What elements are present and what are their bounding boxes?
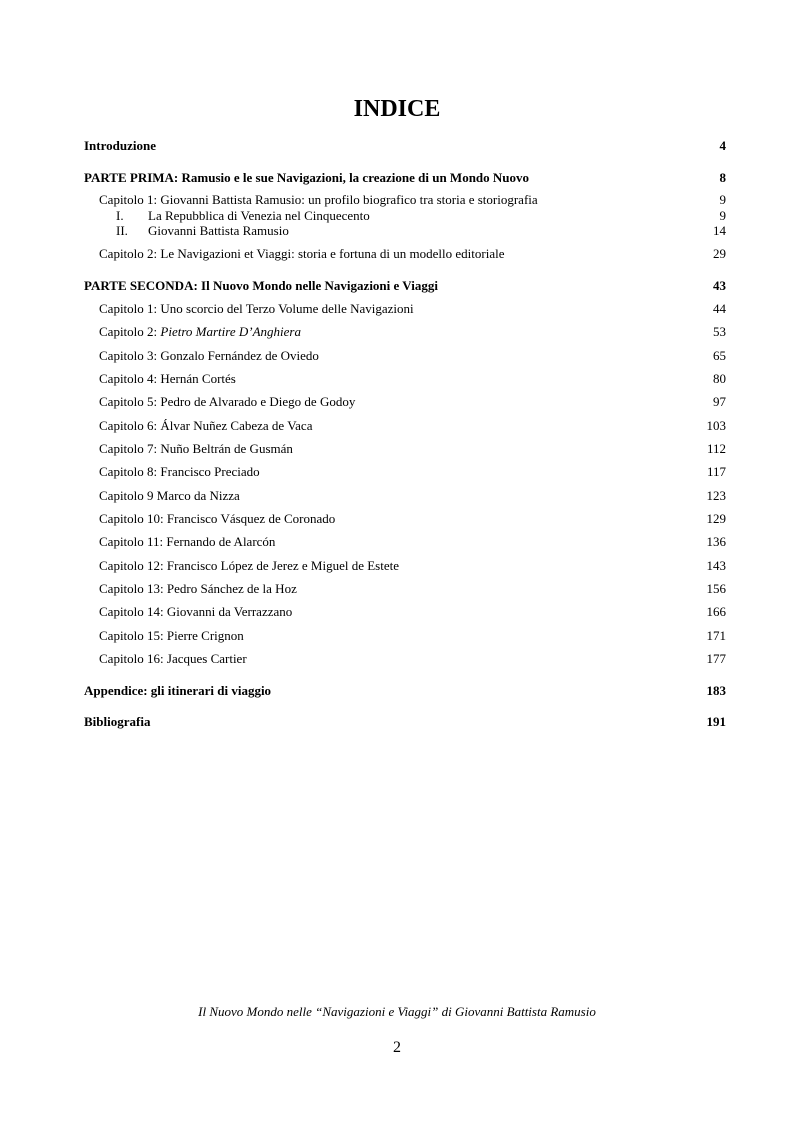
toc-entry-page: 191 (706, 714, 726, 729)
toc-entry-page: 156 (706, 581, 726, 596)
toc-entry-ps-capitolo-2[interactable] (84, 324, 726, 340)
toc-entry-introduzione[interactable] (84, 138, 726, 154)
page-title: INDICE (353, 96, 441, 122)
toc-entry-label: Introduzione (84, 138, 156, 153)
toc-entry-label-italic: Pietro Martire D’Anghiera (160, 324, 301, 339)
toc-entry-pp-capitolo-1-ii[interactable] (84, 223, 726, 239)
toc-entry-label: Capitolo 6: Álvar Nuñez Cabeza de Vaca (99, 418, 313, 433)
toc-entry-pp-capitolo-2[interactable] (84, 246, 726, 262)
toc-entry-appendice[interactable] (84, 683, 726, 699)
toc-entry-roman: I. (116, 208, 124, 223)
toc-entry-page: 136 (706, 534, 726, 549)
toc-entry-label: Capitolo 2: Le Navigazioni et Viaggi: storia e fortuna di un modello editoriale (99, 246, 505, 261)
toc-entry-ps-capitolo-6[interactable] (84, 418, 726, 434)
toc-entry-parte-prima[interactable] (84, 170, 726, 186)
toc-entry-label: Capitolo 3: Gonzalo Fernández de Oviedo (99, 348, 319, 363)
toc-entry-page: 4 (719, 138, 726, 153)
toc-entry-ps-capitolo-5[interactable] (84, 394, 726, 410)
toc-entry-page: 129 (706, 511, 726, 526)
toc-entry-label-group (99, 324, 301, 340)
toc-entry-ps-capitolo-4[interactable] (84, 371, 726, 387)
toc-entry-label: Capitolo 14: Giovanni da Verrazzano (99, 604, 293, 619)
toc-entry-page: 143 (706, 558, 726, 573)
toc-entry-page: 166 (706, 604, 726, 619)
toc-entry-page: 9 (719, 192, 726, 207)
toc-entry-parte-seconda[interactable] (84, 278, 726, 294)
toc-entry-page: 171 (706, 628, 726, 643)
toc-entry-label: Capitolo 8: Francisco Preciado (99, 464, 260, 479)
toc-entry-page: 29 (713, 246, 726, 261)
toc-entry-ps-capitolo-14[interactable] (84, 604, 726, 620)
toc-entry-label: Capitolo 2: (99, 324, 161, 339)
toc-entry-label: Capitolo 1: Uno scorcio del Terzo Volume delle Navigazioni (99, 301, 414, 316)
toc-entry-pp-capitolo-1-i[interactable] (84, 208, 726, 224)
toc-entry-page: 183 (706, 683, 726, 698)
toc-entry-page: 65 (713, 348, 726, 363)
toc-entry-label: Appendice: gli itinerari di viaggio (84, 683, 272, 698)
toc-entry-ps-capitolo-9[interactable] (84, 488, 726, 504)
toc-entry-bibliografia[interactable] (84, 714, 726, 730)
toc-entry-ps-capitolo-16[interactable] (84, 651, 726, 667)
toc-entry-page: 14 (713, 223, 726, 238)
toc-entry-page: 112 (706, 441, 726, 456)
toc-entry-label-group (116, 208, 370, 224)
toc-entry-pp-capitolo-1[interactable] (84, 192, 726, 208)
toc-entry-page: 9 (719, 208, 726, 223)
toc-entry-label: Capitolo 5: Pedro de Alvarado e Diego de Godoy (99, 394, 356, 409)
toc-entry-ps-capitolo-12[interactable] (84, 558, 726, 574)
page-number: 2 (393, 1039, 401, 1056)
toc-entry-ps-capitolo-13[interactable] (84, 581, 726, 597)
toc-entry-label: La Repubblica di Venezia nel Cinquecento (148, 208, 370, 223)
toc-entry-ps-capitolo-7[interactable] (84, 441, 726, 457)
toc-entry-page: 43 (713, 278, 726, 293)
toc-entry-label: Capitolo 7: Nuño Beltrán de Gusmán (99, 441, 293, 456)
toc-entry-label: Giovanni Battista Ramusio (148, 223, 289, 238)
toc-entry-page: 97 (713, 394, 726, 409)
toc-entry-ps-capitolo-8[interactable] (84, 464, 726, 480)
toc-entry-page: 123 (706, 488, 726, 503)
toc-entry-ps-capitolo-15[interactable] (84, 628, 726, 644)
toc-entry-label: PARTE SECONDA: Il Nuovo Mondo nelle Navigazioni e Viaggi (84, 278, 438, 293)
toc-entry-page: 53 (713, 324, 726, 339)
toc-entry-label: Capitolo 1: Giovanni Battista Ramusio: un profilo biografico tra storia e storiografia (99, 192, 538, 207)
toc-entry-page: 117 (706, 464, 726, 479)
toc-entry-label: Capitolo 16: Jacques Cartier (99, 651, 247, 666)
toc-entry-ps-capitolo-10[interactable] (84, 511, 726, 527)
toc-entry-label: Capitolo 9 Marco da Nizza (99, 488, 240, 503)
toc-entry-label: Bibliografia (84, 714, 151, 729)
toc-entry-page: 103 (706, 418, 726, 433)
toc-entry-page: 44 (713, 301, 726, 316)
running-footer-title: Il Nuovo Mondo nelle “Navigazioni e Viaggi” di Giovanni Battista Ramusio (198, 1004, 596, 1019)
toc-entry-page: 8 (719, 170, 726, 185)
toc-entry-label: Capitolo 12: Francisco López de Jerez e Miguel de Estete (99, 558, 399, 573)
toc-entry-label: Capitolo 11: Fernando de Alarcón (99, 534, 276, 549)
toc-entry-label: Capitolo 10: Francisco Vásquez de Coronado (99, 511, 336, 526)
toc-entry-label: PARTE PRIMA: Ramusio e le sue Navigazioni, la creazione di un Mondo Nuovo (84, 170, 530, 185)
toc-entry-label-group (116, 223, 289, 239)
toc-entry-label: Capitolo 13: Pedro Sánchez de la Hoz (99, 581, 297, 596)
toc-entry-ps-capitolo-1[interactable] (84, 301, 726, 317)
toc-entry-page: 80 (713, 371, 726, 386)
toc-entry-label: Capitolo 15: Pierre Crignon (99, 628, 244, 643)
toc-entry-roman: II. (116, 223, 128, 238)
toc-entry-page: 177 (706, 651, 726, 666)
toc-entry-label: Capitolo 4: Hernán Cortés (99, 371, 236, 386)
toc-entry-ps-capitolo-3[interactable] (84, 348, 726, 364)
toc-entry-ps-capitolo-11[interactable] (84, 534, 726, 550)
